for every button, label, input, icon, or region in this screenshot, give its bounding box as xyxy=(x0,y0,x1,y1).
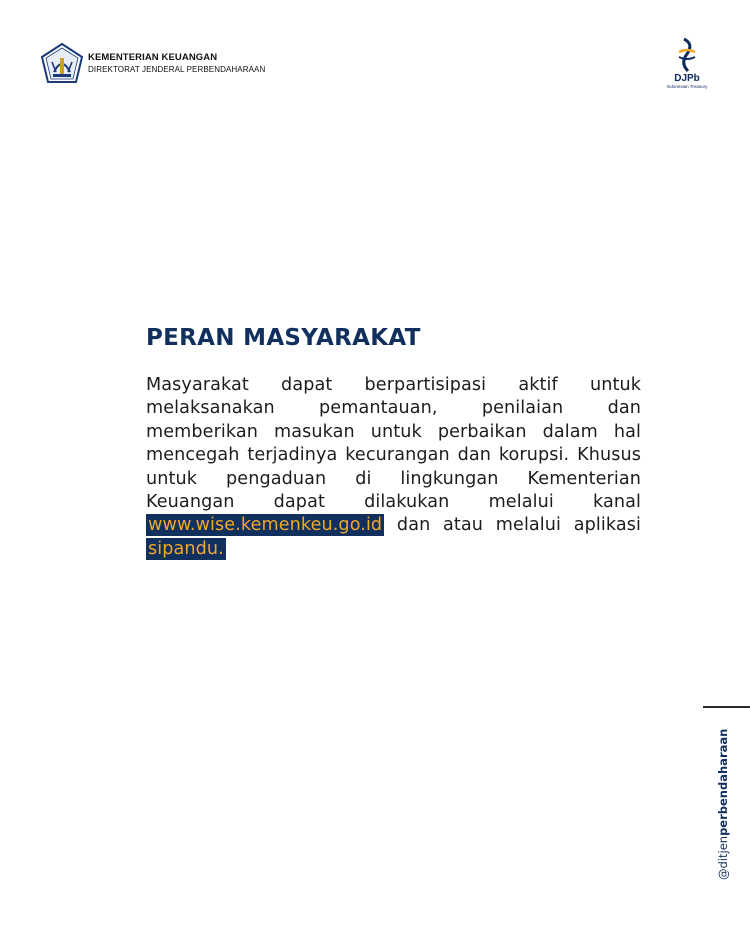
kemenkeu-emblem-icon xyxy=(40,42,84,86)
djpb-tagline: Indonesian Treasury xyxy=(666,84,708,89)
kemenkeu-header xyxy=(40,42,265,86)
sipandu-link[interactable]: sipandu. xyxy=(148,538,224,559)
handle-prefix: @ditjen xyxy=(716,835,730,880)
paragraph-text-2: dan atau melalui aplikasi xyxy=(384,515,641,536)
body-paragraph xyxy=(146,374,641,561)
paragraph-text-1: Masyarakat dapat berpartisipasi aktif untuk melaksanakan pemantauan, penilaian dan memberikan masukan untuk perbaikan dalam hal mencegah terjadinya kecurangan dan korupsi. Khusus untuk pengaduan di lingkungan Kementerian Keuangan dapat dilakukan melalui kanal xyxy=(146,375,641,513)
handle-bold: perbendaharaan xyxy=(716,728,730,836)
djpb-emblem-icon xyxy=(670,36,704,74)
org-name: KEMENTERIAN KEUANGAN xyxy=(88,52,218,63)
side-divider xyxy=(703,706,750,708)
djpb-name: DJPb xyxy=(674,73,700,84)
page-title: PERAN MASYARAKAT xyxy=(146,325,421,351)
social-handle xyxy=(716,720,730,880)
wise-link[interactable]: www.wise.kemenkeu.go.id xyxy=(148,515,383,536)
org-subtitle: DIREKTORAT JENDERAL PERBENDAHARAAN xyxy=(88,65,266,74)
org-text xyxy=(88,52,265,76)
main-content xyxy=(146,322,641,561)
djpb-logo xyxy=(662,36,712,92)
